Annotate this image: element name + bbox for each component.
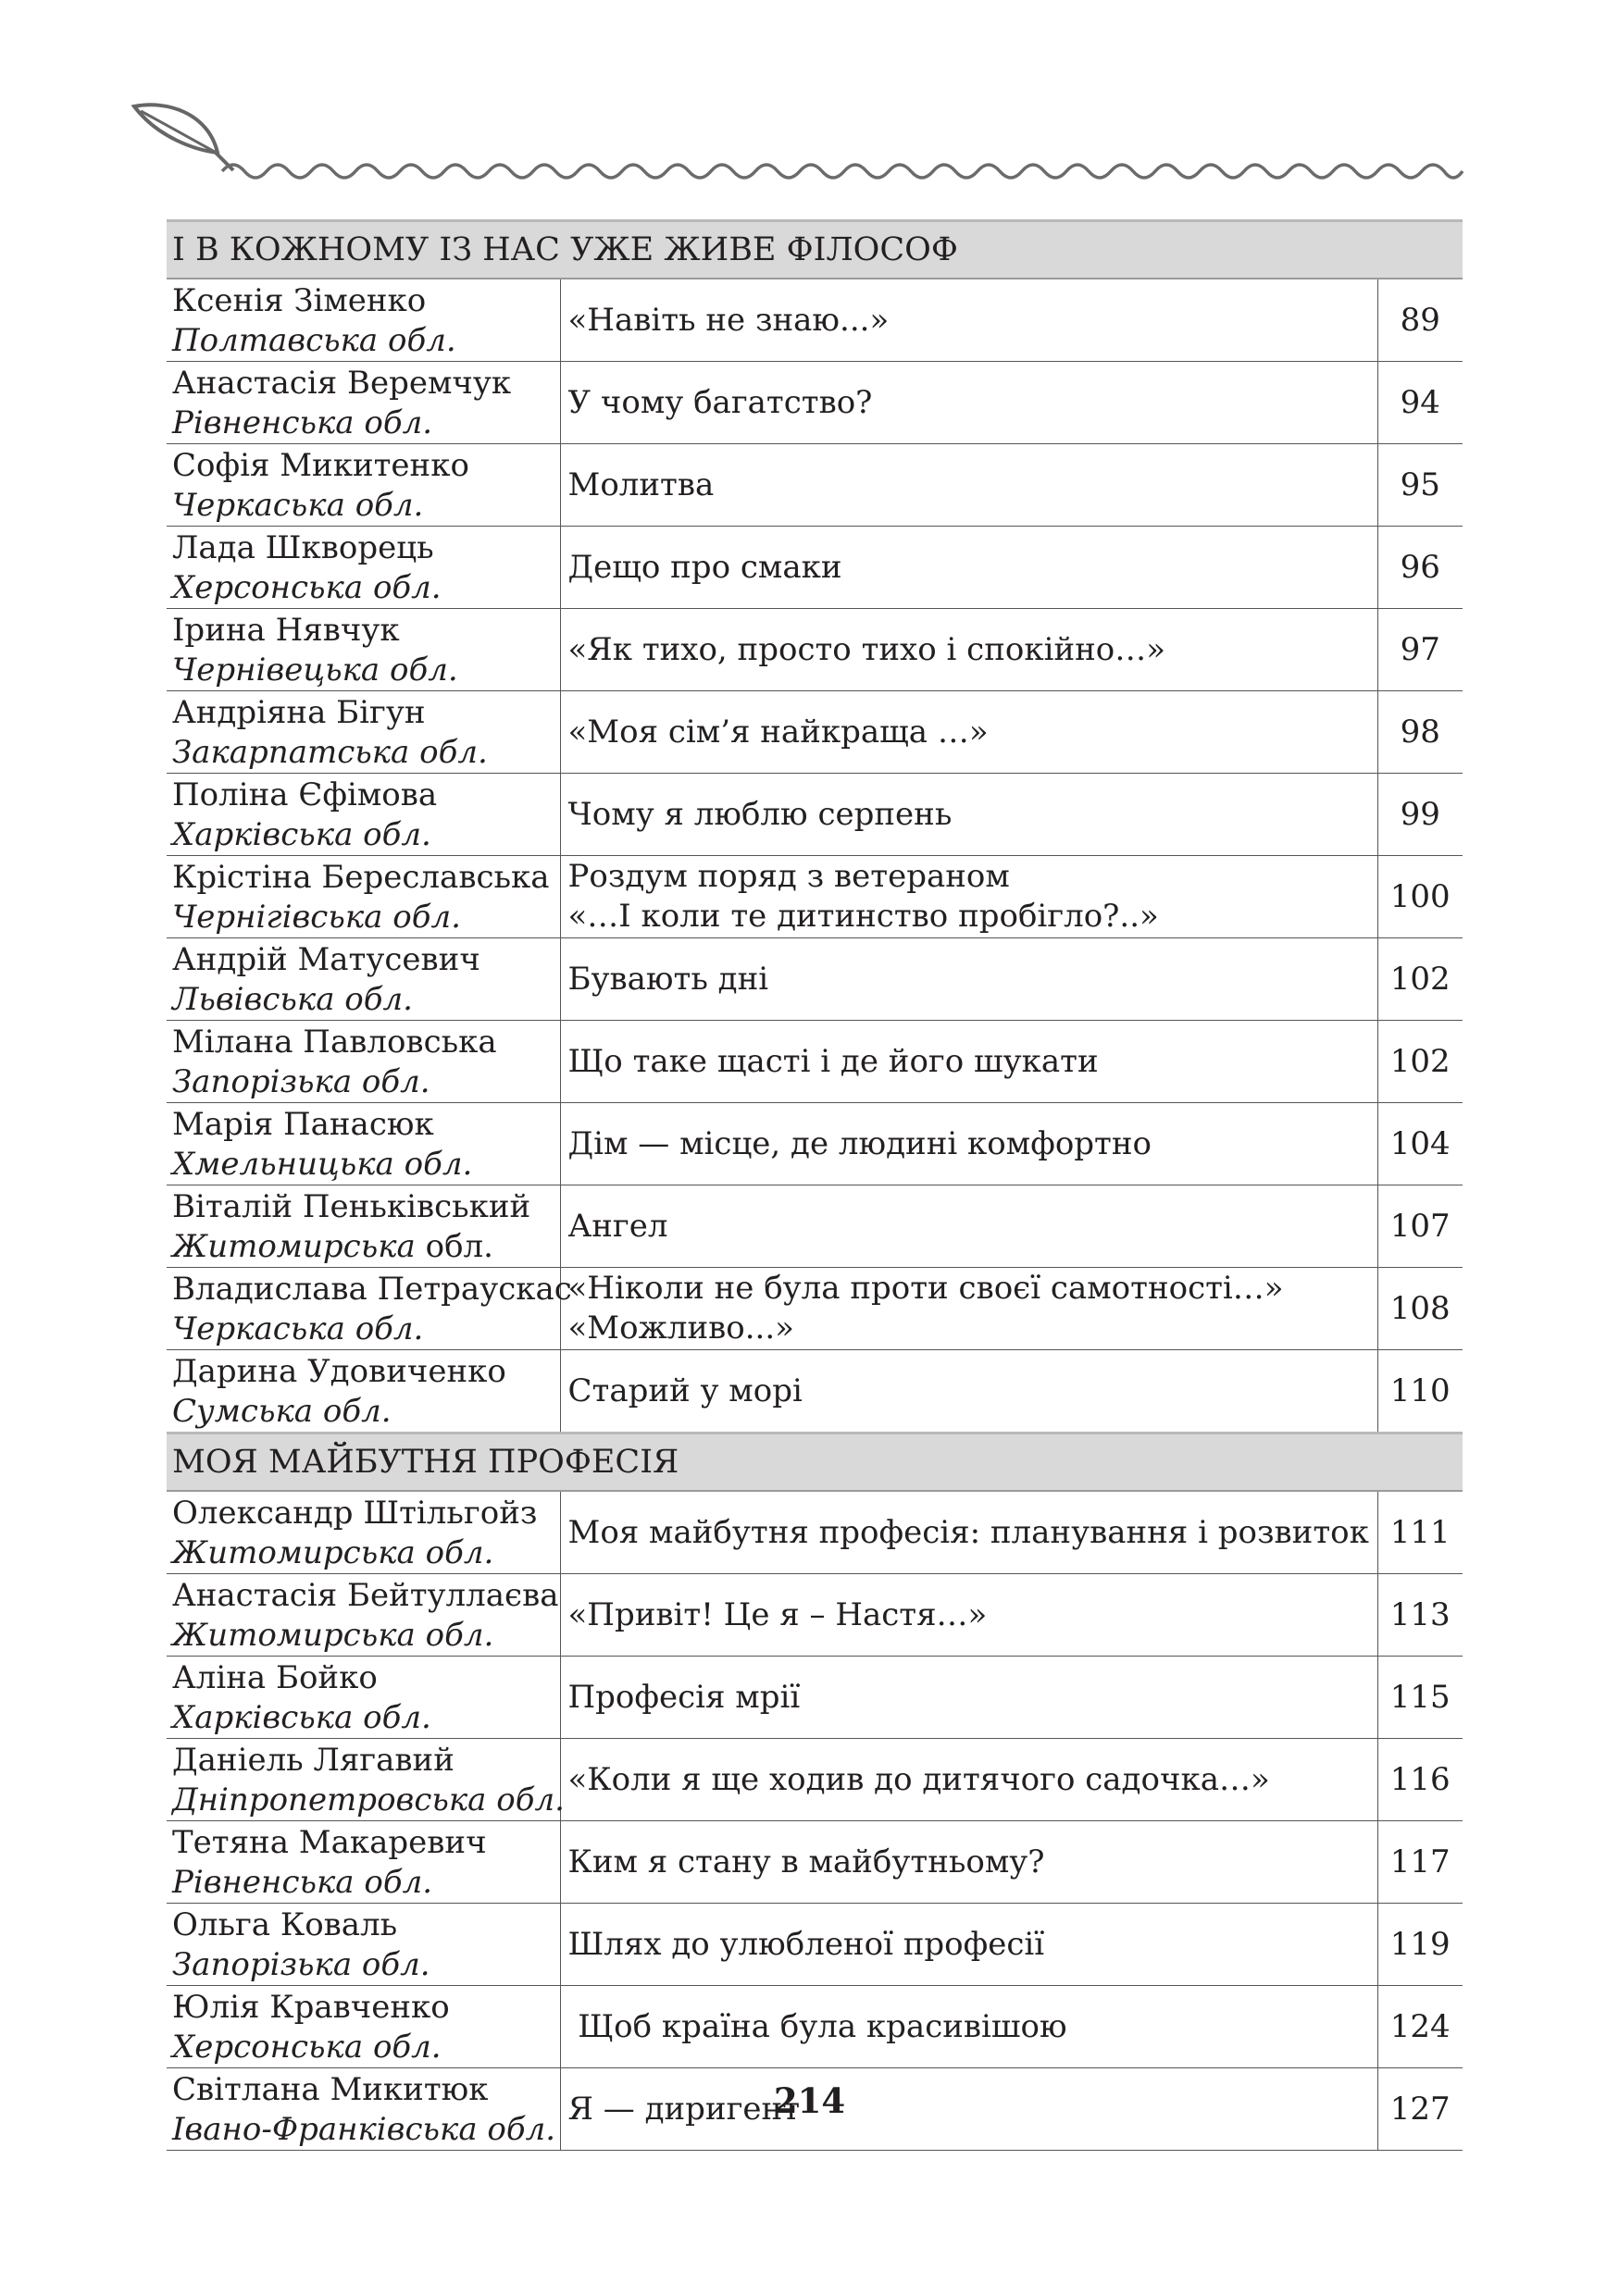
region-suffix: обл. xyxy=(496,1781,565,1818)
author-name: Анастасія Веремчук xyxy=(172,365,512,402)
author-cell xyxy=(167,1350,560,1433)
region-name: Рівненська xyxy=(172,404,355,441)
work-title: «…І коли те дитинство пробігло?..» xyxy=(567,898,1159,935)
work-title: Дещо про смаки xyxy=(567,548,842,586)
work-title: У чому багатство? xyxy=(567,383,873,421)
toc-entry xyxy=(167,444,1463,527)
page-ref: 96 xyxy=(1377,527,1463,609)
region-suffix: обл. xyxy=(389,652,458,689)
toc-entry xyxy=(167,774,1463,856)
work-title-cell xyxy=(560,1821,1377,1904)
toc-entry xyxy=(167,1904,1463,1986)
page-ref: 95 xyxy=(1377,444,1463,527)
region-name: Житомирська xyxy=(172,1617,416,1654)
work-title: Старий у морі xyxy=(567,1371,803,1409)
section-heading: І В КОЖНОМУ ІЗ НАС УЖЕ ЖИВЕ ФІЛОСОФ xyxy=(167,221,1463,279)
work-title-cell xyxy=(560,774,1377,856)
work-title-cell xyxy=(560,938,1377,1021)
region-suffix: обл. xyxy=(364,1864,433,1901)
author-region xyxy=(172,815,554,855)
author-region xyxy=(172,1698,554,1738)
region-name: Черкаська xyxy=(172,1310,345,1347)
region-suffix: обл. xyxy=(419,734,488,771)
author-region xyxy=(172,733,554,773)
author-region xyxy=(172,980,554,1020)
table-of-contents xyxy=(167,219,1463,2151)
author-name: Андріяна Бігун xyxy=(172,694,426,731)
region-name: Харківська xyxy=(172,1699,354,1736)
region-suffix: обл. xyxy=(425,1228,493,1265)
author-name: Ольга Коваль xyxy=(172,1906,398,1943)
toc-entry xyxy=(167,1103,1463,1185)
region-name: Івано-Франківська xyxy=(172,2111,478,2148)
region-name: Черкаська xyxy=(172,487,345,524)
work-title: «Навіть не знаю...» xyxy=(567,301,890,339)
author-region xyxy=(172,1616,554,1656)
work-title-cell xyxy=(560,1986,1377,2068)
author-name: Світлана Микитюк xyxy=(172,2071,489,2108)
author-region xyxy=(172,1062,554,1102)
region-suffix: обл. xyxy=(425,1534,494,1571)
author-cell xyxy=(167,362,560,444)
region-name: Харківська xyxy=(172,816,354,853)
work-title: Чому я люблю серпень xyxy=(567,795,953,833)
author-region xyxy=(172,1781,565,1820)
region-name: Рівненська xyxy=(172,1864,355,1901)
toc-entry xyxy=(167,938,1463,1021)
toc-entry xyxy=(167,856,1463,938)
feather-icon xyxy=(134,105,233,170)
work-title-cell xyxy=(560,1350,1377,1433)
author-cell xyxy=(167,527,560,609)
page-number: 214 xyxy=(773,2080,846,2121)
author-cell xyxy=(167,1904,560,1986)
work-title-cell xyxy=(560,444,1377,527)
author-name: Ірина Нявчук xyxy=(172,612,400,649)
author-cell xyxy=(167,609,560,691)
author-name: Юлія Кравченко xyxy=(172,1989,450,2026)
work-title: Дім — місце, де людині комфортно xyxy=(567,1124,1152,1162)
work-title: «Моя сім’я найкраща …» xyxy=(567,713,989,751)
toc-entry xyxy=(167,1574,1463,1657)
author-name: Софія Микитенко xyxy=(172,447,469,484)
region-name: Львівська xyxy=(172,981,335,1018)
work-title: Ким я стану в майбутньому? xyxy=(567,1843,1045,1880)
region-name: Чернівецька xyxy=(172,652,380,689)
region-name: Дніпропетровська xyxy=(172,1781,487,1818)
region-name: Сумська xyxy=(172,1393,314,1430)
author-region xyxy=(172,1533,554,1573)
page-ref: 98 xyxy=(1377,691,1463,774)
section-header xyxy=(167,1433,1463,1492)
region-suffix: обл. xyxy=(372,569,442,606)
author-name: Олександр Штільгойз xyxy=(172,1495,538,1532)
author-region xyxy=(172,1863,554,1903)
work-title: «Коли я ще ходив до дитячого садочка…» xyxy=(567,1760,1270,1798)
region-suffix: обл. xyxy=(372,2029,442,2066)
author-region xyxy=(172,1945,554,1985)
region-name: Житомирська xyxy=(172,1534,416,1571)
page-ref: 111 xyxy=(1377,1491,1463,1574)
author-name: Лада Шкворець xyxy=(172,529,434,566)
toc-entry xyxy=(167,1821,1463,1904)
toc-entry xyxy=(167,1986,1463,2068)
work-title: «Можливо...» xyxy=(567,1309,794,1347)
work-title-cell xyxy=(560,856,1377,938)
author-cell xyxy=(167,1986,560,2068)
page-ref: 102 xyxy=(1377,1021,1463,1103)
region-name: Херсонська xyxy=(172,2029,364,2066)
page-ref: 116 xyxy=(1377,1739,1463,1821)
region-suffix: обл. xyxy=(392,899,461,936)
region-suffix: обл. xyxy=(487,2111,556,2148)
author-name: Аліна Бойко xyxy=(172,1659,378,1696)
toc-entry xyxy=(167,1739,1463,1821)
region-suffix: обл. xyxy=(404,1146,473,1183)
toc-entry xyxy=(167,1021,1463,1103)
author-region xyxy=(172,568,554,608)
author-region xyxy=(172,1309,554,1349)
work-title: «Привіт! Це я – Настя…» xyxy=(567,1595,988,1633)
author-name: Андрій Матусевич xyxy=(172,941,480,978)
work-title: Молитва xyxy=(567,465,715,503)
page-ref: 107 xyxy=(1377,1185,1463,1268)
work-title-cell xyxy=(560,1739,1377,1821)
author-name: Анастасія Бейтуллаєва xyxy=(172,1577,559,1614)
section-header xyxy=(167,221,1463,279)
region-suffix: обл. xyxy=(361,1946,430,1983)
work-title-cell xyxy=(560,1268,1377,1350)
author-name: Дарина Удовиченко xyxy=(172,1353,506,1390)
author-name: Даніель Лягавий xyxy=(172,1742,455,1779)
author-region xyxy=(172,321,554,361)
region-suffix: обл. xyxy=(364,404,433,441)
page-ref: 94 xyxy=(1377,362,1463,444)
work-title: Що таке щасті і де його шукати xyxy=(567,1042,1099,1080)
page-ref: 99 xyxy=(1377,774,1463,856)
author-region xyxy=(172,1392,554,1432)
author-cell xyxy=(167,1574,560,1657)
author-region xyxy=(172,1145,554,1185)
region-name: Полтавська xyxy=(172,322,379,359)
author-region xyxy=(172,403,554,443)
work-title-cell xyxy=(560,362,1377,444)
toc-entry xyxy=(167,1185,1463,1268)
region-suffix: обл. xyxy=(355,1310,424,1347)
author-cell xyxy=(167,1268,572,1350)
author-cell xyxy=(167,1821,560,1904)
author-cell xyxy=(167,691,560,774)
author-name: Тетяна Макаревич xyxy=(172,1824,487,1861)
region-name: Закарпатська xyxy=(172,734,410,771)
page-ref: 110 xyxy=(1377,1350,1463,1433)
page-ref: 104 xyxy=(1377,1103,1463,1185)
section-heading: МОЯ МАЙБУТНЯ ПРОФЕСІЯ xyxy=(167,1433,1463,1492)
author-cell xyxy=(167,1657,560,1739)
toc-entry xyxy=(167,279,1463,362)
region-suffix: обл. xyxy=(363,816,431,853)
page-ref: 100 xyxy=(1377,856,1463,938)
toc-entry xyxy=(167,527,1463,609)
author-region xyxy=(172,1227,554,1267)
author-cell xyxy=(167,856,560,938)
wavy-divider xyxy=(222,165,1463,178)
author-cell xyxy=(167,1491,560,1574)
author-cell xyxy=(167,938,560,1021)
toc-entry xyxy=(167,362,1463,444)
work-title: Я — диригент xyxy=(567,2090,801,2128)
work-title-cell xyxy=(560,527,1377,609)
author-cell xyxy=(167,1739,565,1821)
region-suffix: обл. xyxy=(344,981,413,1018)
toc-entry xyxy=(167,691,1463,774)
page-ref: 124 xyxy=(1377,1986,1463,2068)
region-name: Чернігівська xyxy=(172,899,383,936)
region-suffix: обл. xyxy=(425,1617,494,1654)
work-title: Ангел xyxy=(567,1207,668,1245)
work-title: «Ніколи не була проти своєї самотності…» xyxy=(567,1270,1284,1307)
author-name: Ксенія Зіменко xyxy=(172,282,427,319)
work-title: Моя майбутня професія: планування і розвиток xyxy=(567,1513,1369,1551)
work-title-cell xyxy=(560,1904,1377,1986)
region-name: Запорізька xyxy=(172,1946,353,1983)
author-cell xyxy=(167,1185,560,1268)
author-region xyxy=(172,898,554,937)
page-ref: 115 xyxy=(1377,1657,1463,1739)
author-name: Мілана Павловська xyxy=(172,1024,497,1061)
region-name: Запорізька xyxy=(172,1063,353,1100)
work-title: «Як тихо, просто тихо і спокійно…» xyxy=(567,630,1166,668)
toc-entry xyxy=(167,1350,1463,1433)
page-ref: 119 xyxy=(1377,1904,1463,1986)
toc-entry xyxy=(167,1657,1463,1739)
toc-entry xyxy=(167,1268,1463,1350)
region-name: Хмельницька xyxy=(172,1146,394,1183)
page-ref: 102 xyxy=(1377,938,1463,1021)
work-title-cell xyxy=(560,609,1377,691)
page-ref: 108 xyxy=(1377,1268,1463,1350)
author-cell xyxy=(167,774,560,856)
work-title: Шлях до улюбленої професії xyxy=(567,1925,1045,1963)
toc-entry xyxy=(167,609,1463,691)
work-title-cell xyxy=(560,1021,1377,1103)
author-name: Марія Панасюк xyxy=(172,1106,434,1143)
work-title-cell xyxy=(560,1103,1377,1185)
author-cell xyxy=(167,279,560,362)
work-title-cell xyxy=(560,1574,1377,1657)
region-suffix: обл. xyxy=(361,1063,430,1100)
page-ref: 117 xyxy=(1377,1821,1463,1904)
author-cell xyxy=(167,1103,560,1185)
work-title-cell xyxy=(560,1185,1377,1268)
work-title: Професія мрії xyxy=(567,1678,801,1716)
author-name: Поліна Єфімова xyxy=(172,776,438,813)
work-title: Бувають дні xyxy=(567,960,769,998)
toc-entry xyxy=(167,1491,1463,1574)
page-ref: 97 xyxy=(1377,609,1463,691)
page-ref: 89 xyxy=(1377,279,1463,362)
region-suffix: обл. xyxy=(388,322,456,359)
author-region xyxy=(172,2028,554,2067)
work-title-cell xyxy=(560,279,1377,362)
region-suffix: обл. xyxy=(322,1393,392,1430)
work-title: Роздум поряд з ветераном xyxy=(567,858,1010,895)
work-title: Щоб країна була красивішою xyxy=(567,2007,1067,2045)
author-name: Віталій Пеньківський xyxy=(172,1188,531,1225)
work-title-cell xyxy=(560,1657,1377,1739)
author-region xyxy=(172,651,554,690)
author-name: Крістіна Береславська xyxy=(172,859,550,896)
work-title-cell xyxy=(560,1491,1377,1574)
region-suffix: обл. xyxy=(363,1699,431,1736)
region-name: Житомирська xyxy=(172,1228,416,1265)
author-region xyxy=(172,486,554,526)
region-suffix: обл. xyxy=(355,487,424,524)
author-cell xyxy=(167,1021,560,1103)
author-cell xyxy=(167,444,560,527)
region-name: Херсонська xyxy=(172,569,364,606)
page-ref: 113 xyxy=(1377,1574,1463,1657)
work-title-cell xyxy=(560,691,1377,774)
page-ref: 127 xyxy=(1377,2068,1463,2151)
author-name: Владислава Петраускас xyxy=(172,1271,572,1308)
feather-wave-ornament xyxy=(130,93,1481,194)
